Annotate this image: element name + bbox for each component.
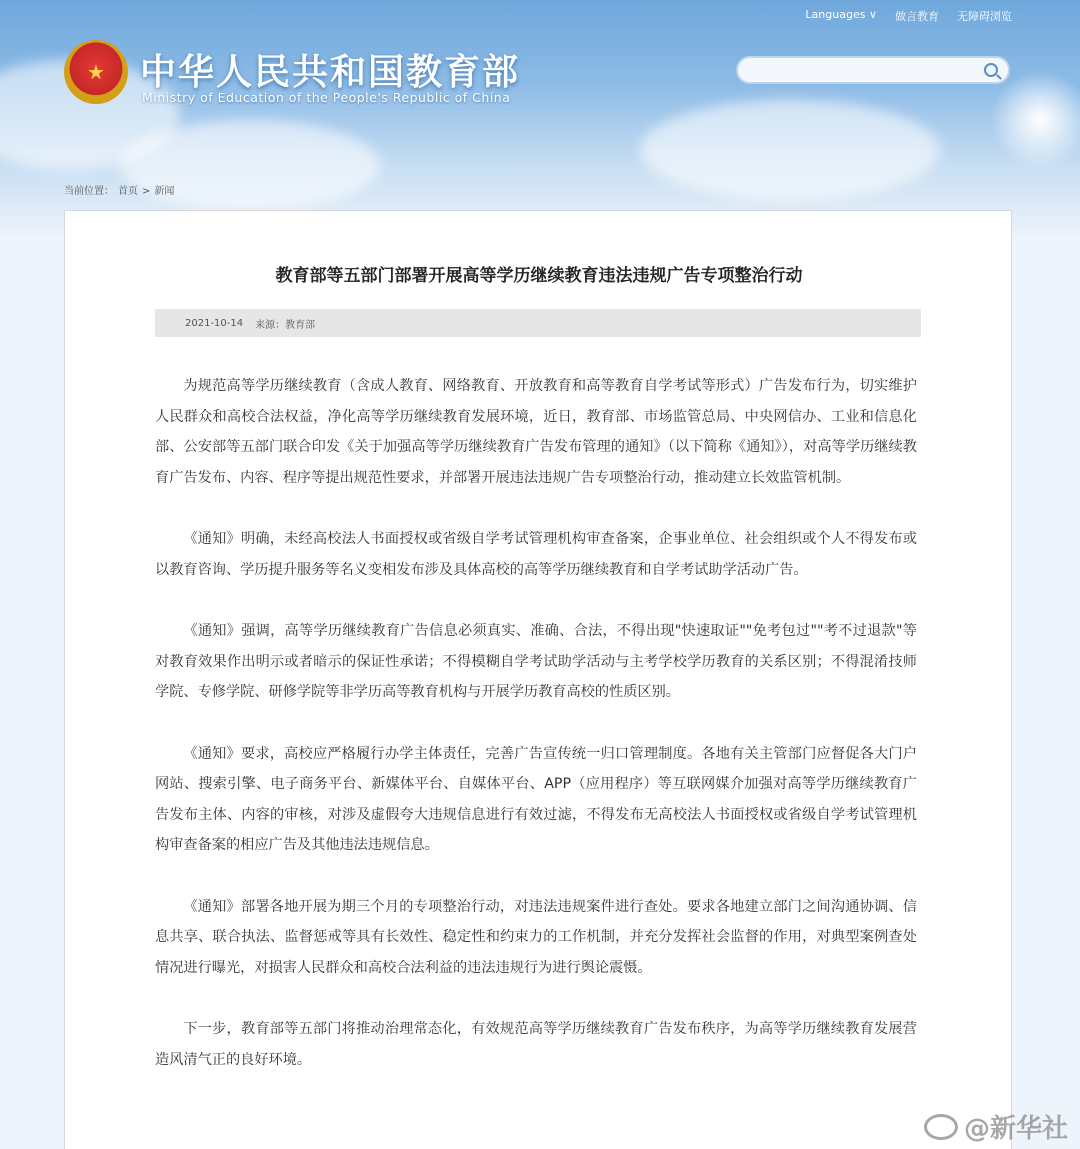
dandelion-decoration — [990, 70, 1080, 170]
search-icon[interactable] — [984, 63, 998, 77]
languages-link[interactable]: Languages ∨ — [805, 8, 877, 21]
article-title: 教育部等五部门部署开展高等学历继续教育违法违规广告专项整治行动 — [275, 266, 803, 286]
national-emblem-icon[interactable]: ★ — [64, 40, 128, 104]
article-paragraph: 《通知》要求，高校应严格履行办学主体责任，完善广告宣传统一归口管理制度。各地有关主管部门应督促各大门户网站、搜索引擎、电子商务平台、新媒体平台、自媒体平台、APP（应用程序）等互联网媒介加强对高等学历继续教育广告发布主体、内容的审核，对涉及虚假夸大违规信息进行有效过滤，不得发布无高校法人书面授权或省级自学考试管理机构审查备案的相应广告及其他违法违规信息。 — [155, 745, 917, 853]
accessibility-link[interactable]: 无障碍浏览 — [957, 10, 1012, 23]
breadcrumb-separator: > — [142, 186, 151, 197]
cloud-decoration — [640, 100, 940, 200]
site-header — [0, 0, 1080, 240]
breadcrumb — [64, 182, 178, 197]
article-paragraph: 《通知》强调，高等学历继续教育广告信息必须真实、准确、合法，不得出现"快速取证""免考包过""考不过退款"等对教育效果作出明示或者暗示的保证性承诺；不得模糊自学考试助学活动与主考学校学历教育的关系区别；不得混淆技师学院、专修学院、研修学院等非学历高等教育机构与开展学历教育高校的性质区别。 — [155, 623, 917, 700]
watermark-text: @新华社 — [963, 1114, 1068, 1144]
search-input[interactable] — [736, 56, 1010, 84]
weibo-icon — [924, 1114, 958, 1140]
article-source: 来源：教育部 — [255, 319, 316, 331]
site-subtitle: Ministry of Education of the People's Republic of China — [142, 90, 511, 105]
article-paragraph: 为规范高等学历继续教育（含成人教育、网络教育、开放教育和高等教育自学考试等形式）广告发布行为，切实维护人民群众和高校合法权益，净化高等学历继续教育发展环境，近日，教育部、市场监管总局、中央网信办、工业和信息化部、公安部等五部门联合印发《关于加强高等学历继续教育广告发布管理的通知》（以下简称《通知》），对高等学历继续教育广告发布、内容、程序等提出规范性要求，并部署开展违法违规广告专项整治行动，推动建立长效监管机制。 — [155, 378, 917, 486]
article-paragraph: 《通知》部署各地开展为期三个月的专项整治行动，对违法违规案件进行查处。要求各地建立部门之间沟通协调、信息共享、联合执法、监督惩戒等具有长效性、稳定性和约束力的工作机制，并充分发挥社会监督的作用，对典型案例查处情况进行曝光，对损害人民群众和高校合法利益的违法违规行为进行舆论震慑。 — [155, 898, 917, 976]
article-paragraph: 《通知》明确，未经高校法人书面授权或省级自学考试管理机构审查备案，企事业单位、社会组织或个人不得发布或以教育咨询、学历提升服务等名义变相发布涉及具体高校的高等学历继续教育和自学考试助学活动广告。 — [155, 531, 917, 578]
site-title[interactable]: 中华人民共和国教育部 — [140, 52, 521, 93]
watermark — [924, 1108, 1068, 1145]
article-paragraph: 下一步，教育部等五部门将推动治理常态化，有效规范高等学历继续教育广告发布秩序，为高等学历继续教育发展营造风清气正的良好环境。 — [155, 1021, 917, 1068]
article-body — [155, 371, 917, 1106]
top-links — [805, 8, 1012, 24]
article-meta — [155, 309, 921, 337]
breadcrumb-current[interactable]: 新闻 — [154, 186, 175, 197]
breadcrumb-home[interactable]: 首页 — [118, 186, 138, 197]
top-link-1[interactable]: 做言教育 — [895, 10, 939, 23]
article-date: 2021-10-14 — [185, 317, 244, 329]
breadcrumb-label: 当前位置： — [64, 186, 114, 197]
article-card — [64, 210, 1012, 1149]
